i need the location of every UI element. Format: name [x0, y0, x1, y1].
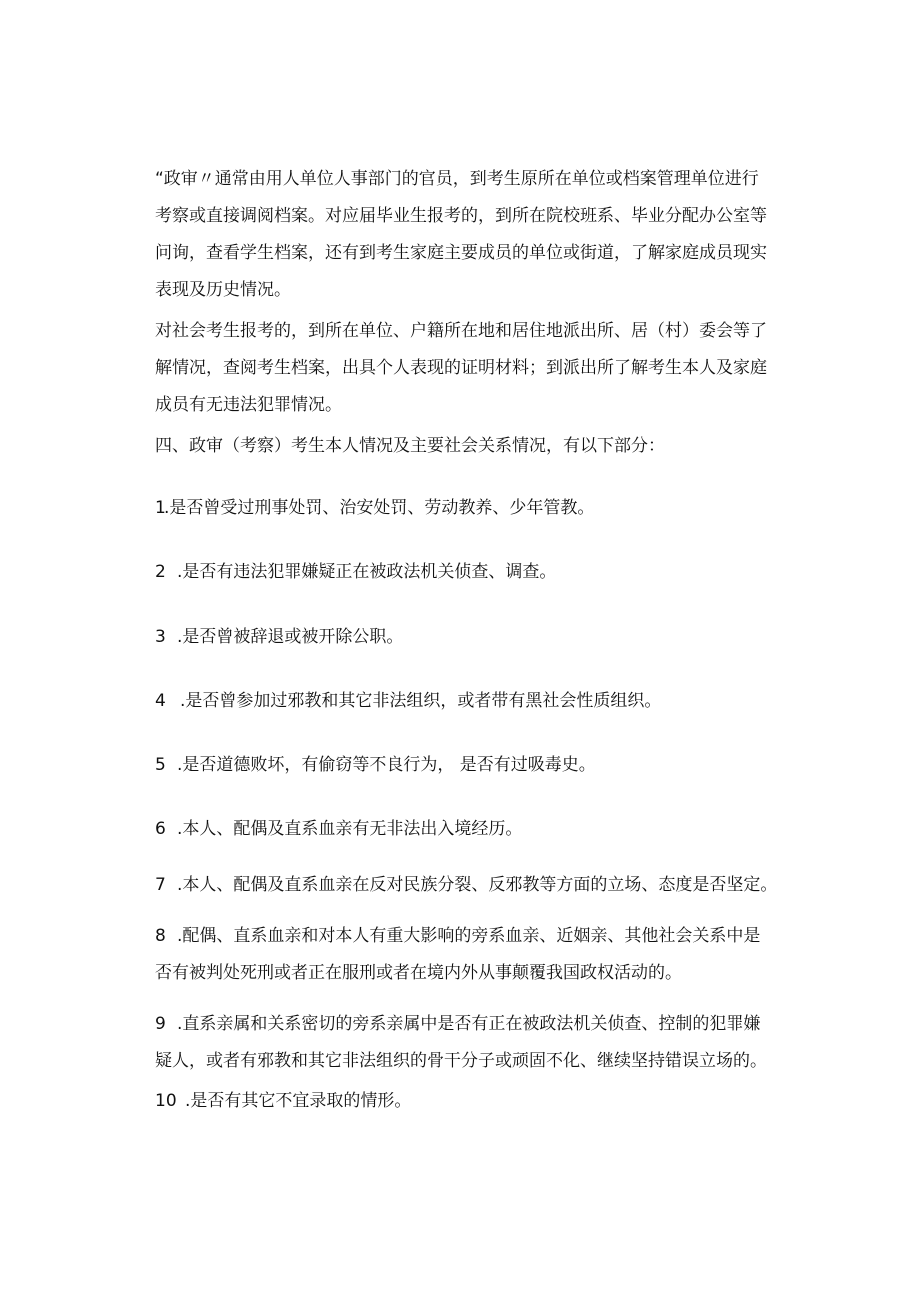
paragraph-line: 考察或直接调阅档案。对应届毕业生报考的，到所在院校班系、毕业分配办公室等	[155, 206, 767, 226]
item-text: .直系亲属和关系密切的旁系亲属中是否有正在被政法机关侦查、控制的犯罪嫌	[177, 1014, 761, 1034]
item-text: .是否曾被辞退或被开除公职。	[177, 627, 404, 647]
item-number: 2	[155, 562, 166, 582]
item-line	[155, 1006, 773, 1043]
list-item-7	[155, 867, 778, 904]
list-item-4	[155, 683, 773, 720]
item-text-continuation: 否有被判处死刑或者正在服刑或者在境内外从事颠覆我国政权活动的。	[155, 963, 682, 983]
list-item-5	[155, 747, 773, 784]
list-item-2	[155, 554, 773, 591]
paragraph-line: 解情况，查阅考生档案，出具个人表现的证明材料；到派出所了解考生本人及家庭	[155, 358, 767, 378]
item-number: 10	[155, 1091, 177, 1111]
item-number: 5	[155, 755, 166, 775]
item-text: .配偶、直系血亲和对本人有重大影响的旁系血亲、近姻亲、其他社会关系中是	[177, 926, 761, 946]
paragraph-line: “政审〃通常由用人单位人事部门的官员，到考生原所在单位或档案管理单位进行	[155, 169, 759, 189]
paragraph-line: 成员有无违法犯罪情况。	[155, 395, 342, 415]
item-text: .本人、配偶及直系血亲在反对民族分裂、反邪教等方面的立场、态度是否坚定。	[177, 875, 778, 895]
item-text: .是否道德败坏，有偷窃等不良行为， 是否有过吸毒史。	[177, 755, 596, 775]
item-number: 8	[155, 926, 166, 946]
list-item-8	[155, 918, 773, 992]
paragraph-line: 问询，查看学生档案，还有到考生家庭主要成员的单位或街道，了解家庭成员现实	[155, 243, 767, 263]
item-text: .本人、配偶及直系血亲有无非法出入境经历。	[177, 819, 523, 839]
list-item-3	[155, 619, 773, 656]
paragraph-line: 四、政审（考察）考生本人情况及主要社会关系情况，有以下部分：	[155, 436, 665, 456]
item-number: 7	[155, 875, 166, 895]
item-number: 9	[155, 1014, 166, 1034]
paragraph-line: 对社会考生报考的，到所在单位、户籍所在地和居住地派出所、居（村）委会等了	[155, 321, 767, 341]
item-text-continuation: 疑人，或者有邪教和其它非法组织的骨干分子或顽固不化、继续坚持错误立场的。	[155, 1051, 767, 1071]
paragraph-social-candidates	[155, 313, 773, 424]
item-number: 4	[155, 691, 166, 711]
item-number: 6	[155, 819, 166, 839]
list-item-1: 1.是否曾受过刑事处罚、治安处罚、劳动教养、少年管教。	[155, 498, 595, 518]
item-text: .是否有违法犯罪嫌疑正在被政法机关侦查、调查。	[177, 562, 557, 582]
list-item-10	[155, 1083, 773, 1120]
list-item-6	[155, 811, 773, 848]
list-item-9	[155, 1006, 773, 1080]
section-heading	[155, 428, 773, 465]
item-text: .是否曾受过刑事处罚、治安处罚、劳动教养、少年管教。	[164, 498, 595, 518]
item-text: .是否曾参加过邪教和其它非法组织，或者带有黑社会性质组织。	[180, 691, 662, 711]
item-line	[155, 918, 773, 955]
item-text: .是否有其它不宜录取的情形。	[185, 1091, 412, 1111]
item-number: 3	[155, 627, 166, 647]
paragraph-intro	[155, 161, 773, 309]
paragraph-line: 表现及历史情况。	[155, 280, 291, 300]
